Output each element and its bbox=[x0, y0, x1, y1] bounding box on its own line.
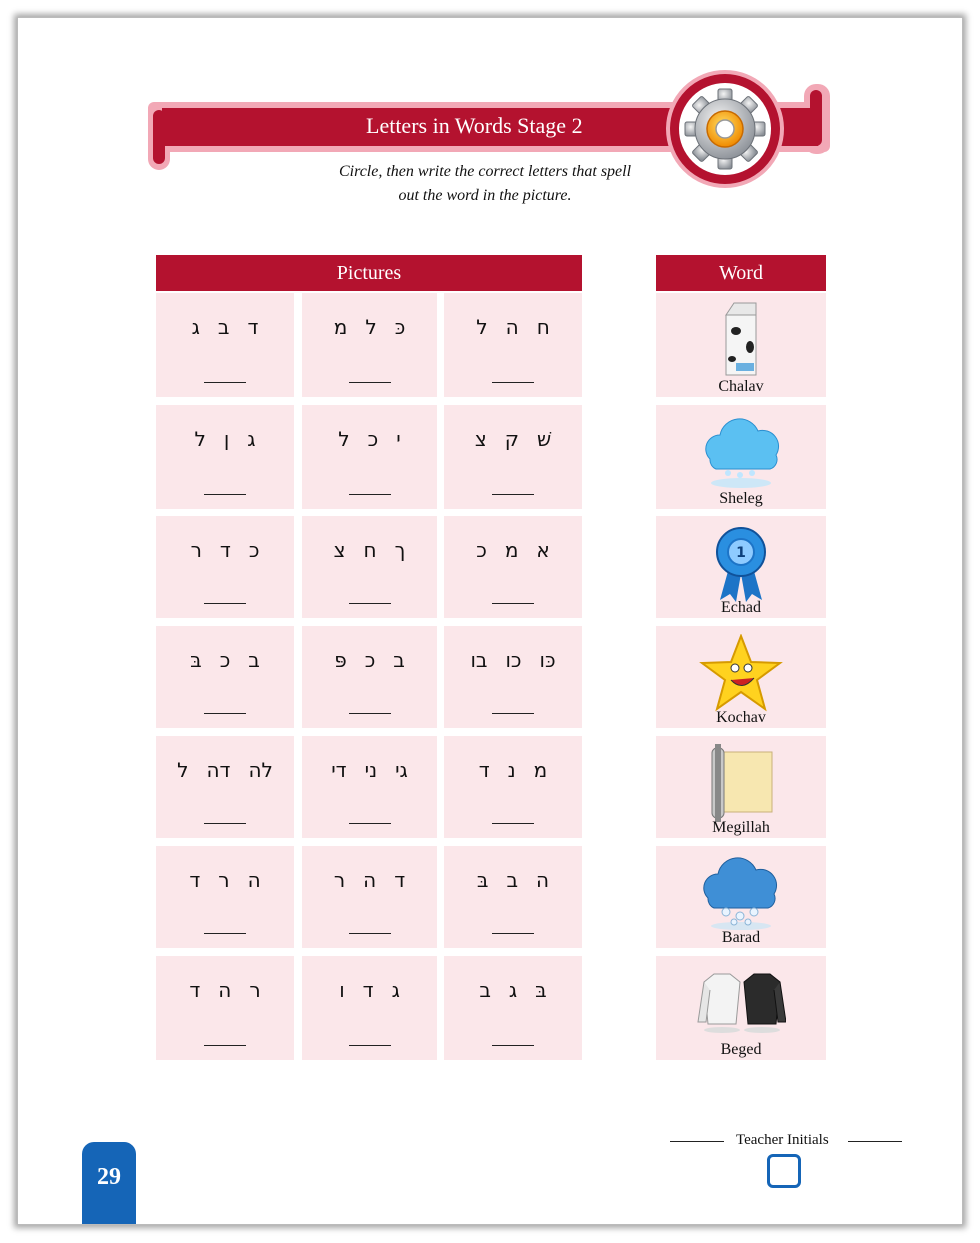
letter-options bbox=[444, 758, 582, 782]
letter-choice-cell[interactable] bbox=[156, 516, 294, 618]
answer-blank[interactable] bbox=[492, 823, 534, 824]
letter-options bbox=[444, 538, 582, 562]
letter-options bbox=[156, 868, 294, 892]
letter-choice-cell[interactable] bbox=[444, 405, 582, 509]
letter-choice-cell[interactable] bbox=[302, 736, 437, 838]
hebrew-letter[interactable]: ו bbox=[339, 978, 345, 1002]
answer-blank[interactable] bbox=[204, 494, 246, 495]
word-label: Echad bbox=[721, 599, 761, 616]
hebrew-letter[interactable]: כ bbox=[248, 538, 260, 562]
letter-choice-cell[interactable] bbox=[444, 736, 582, 838]
answer-blank[interactable] bbox=[349, 1045, 391, 1046]
letter-choice-cell[interactable] bbox=[302, 956, 437, 1060]
hebrew-letter[interactable]: ה bbox=[363, 868, 377, 892]
answer-blank[interactable] bbox=[349, 823, 391, 824]
word-picture-cell bbox=[656, 516, 826, 618]
word-label: Megillah bbox=[712, 819, 770, 836]
letter-options bbox=[302, 868, 437, 892]
hebrew-letter[interactable]: ני bbox=[364, 758, 378, 782]
page-number: 29 bbox=[97, 1164, 121, 1190]
word-label: Beged bbox=[720, 1041, 762, 1058]
answer-blank[interactable] bbox=[492, 603, 534, 604]
hebrew-letter[interactable]: מ bbox=[504, 538, 519, 562]
letter-options bbox=[302, 538, 437, 562]
hebrew-letter[interactable]: ג bbox=[191, 315, 200, 339]
instructions-line-1: Circle, then write the correct letters that spell bbox=[338, 163, 632, 180]
hebrew-letter[interactable]: ך bbox=[394, 538, 406, 562]
letter-options bbox=[156, 978, 294, 1002]
hebrew-letter[interactable]: ה bbox=[505, 315, 519, 339]
hebrew-letter[interactable]: ח bbox=[363, 538, 377, 562]
hebrew-letter[interactable]: נ bbox=[507, 758, 516, 782]
megillah-scroll-icon bbox=[696, 744, 786, 822]
hebrew-letter[interactable]: גי bbox=[395, 758, 408, 782]
hebrew-letter[interactable]: ה bbox=[536, 868, 550, 892]
hebrew-letter[interactable]: ג bbox=[508, 978, 518, 1002]
word-label: Kochav bbox=[716, 709, 766, 726]
hebrew-letter[interactable]: ב bbox=[248, 648, 260, 672]
letter-choice-cell[interactable] bbox=[302, 626, 437, 728]
hebrew-letter[interactable]: דה bbox=[206, 758, 231, 782]
hebrew-letter[interactable]: ב bbox=[393, 648, 405, 672]
hebrew-letter[interactable]: צ bbox=[333, 538, 346, 562]
hebrew-letter[interactable]: ד bbox=[478, 758, 490, 782]
teacher-initials-label bbox=[670, 1132, 902, 1152]
answer-blank[interactable] bbox=[492, 933, 534, 934]
hebrew-letter[interactable]: כ bbox=[367, 427, 379, 451]
answer-blank[interactable] bbox=[492, 494, 534, 495]
letter-choice-cell[interactable] bbox=[156, 405, 294, 509]
hebrew-letter[interactable]: ל bbox=[194, 427, 206, 451]
hebrew-letter[interactable]: ר bbox=[249, 978, 261, 1002]
word-header: Word bbox=[656, 255, 826, 291]
snow-cloud-icon bbox=[696, 413, 786, 491]
hebrew-letter[interactable]: כ bbox=[219, 648, 231, 672]
letter-choice-cell[interactable] bbox=[444, 956, 582, 1060]
answer-blank[interactable] bbox=[204, 823, 246, 824]
hebrew-letter[interactable]: מ bbox=[333, 315, 348, 339]
answer-blank[interactable] bbox=[349, 603, 391, 604]
hebrew-letter[interactable]: כ bbox=[364, 648, 376, 672]
answer-blank[interactable] bbox=[204, 1045, 246, 1046]
letter-choice-cell[interactable] bbox=[156, 626, 294, 728]
hebrew-letter[interactable]: ד bbox=[189, 978, 201, 1002]
letter-options bbox=[156, 427, 294, 451]
answer-blank[interactable] bbox=[204, 713, 246, 714]
letter-choice-cell[interactable] bbox=[444, 293, 582, 397]
hebrew-letter[interactable]: ב bbox=[217, 315, 230, 339]
hebrew-letter[interactable]: כּ bbox=[394, 315, 406, 339]
letter-options bbox=[444, 648, 582, 672]
answer-blank[interactable] bbox=[349, 494, 391, 495]
hebrew-letter[interactable]: שׁ bbox=[536, 427, 552, 451]
hebrew-letter[interactable]: ב bbox=[506, 868, 519, 892]
hebrew-letter[interactable]: לה bbox=[248, 758, 273, 782]
letter-choice-cell[interactable] bbox=[302, 405, 437, 509]
letter-choice-cell[interactable] bbox=[302, 846, 437, 948]
letter-options bbox=[156, 315, 294, 339]
hebrew-letter[interactable]: בו bbox=[470, 648, 488, 672]
hebrew-letter[interactable]: ה bbox=[218, 978, 232, 1002]
answer-blank[interactable] bbox=[204, 382, 246, 383]
hebrew-letter[interactable]: ל bbox=[365, 315, 377, 339]
hebrew-letter[interactable]: פּ bbox=[334, 648, 347, 672]
gear-icon bbox=[683, 87, 767, 171]
letter-options bbox=[156, 538, 294, 562]
answer-blank[interactable] bbox=[349, 382, 391, 383]
instructions-line-2: out the word in the picture. bbox=[398, 187, 572, 204]
letter-options bbox=[302, 648, 437, 672]
letter-choice-cell[interactable] bbox=[156, 956, 294, 1060]
answer-blank[interactable] bbox=[492, 382, 534, 383]
hebrew-letter[interactable]: א bbox=[536, 538, 550, 562]
hebrew-letter[interactable]: ר bbox=[190, 538, 202, 562]
hebrew-letter[interactable]: ן bbox=[223, 427, 230, 451]
teacher-initials-text: Teacher Initials bbox=[736, 1132, 829, 1148]
hebrew-letter[interactable]: צ bbox=[474, 427, 487, 451]
word-picture-cell bbox=[656, 736, 826, 838]
letter-options bbox=[156, 758, 294, 782]
answer-blank[interactable] bbox=[204, 933, 246, 934]
smiling-star-icon bbox=[696, 634, 786, 712]
hebrew-letter[interactable]: כ bbox=[476, 538, 487, 562]
answer-blank[interactable] bbox=[492, 713, 534, 714]
letter-choice-cell[interactable] bbox=[444, 516, 582, 618]
hebrew-letter[interactable]: ר bbox=[218, 868, 230, 892]
letter-choice-cell[interactable] bbox=[302, 516, 437, 618]
hebrew-letter[interactable]: כו bbox=[505, 648, 522, 672]
letter-options bbox=[302, 978, 437, 1002]
letter-options bbox=[444, 427, 582, 451]
letter-options bbox=[302, 315, 437, 339]
hebrew-letter[interactable]: בּ bbox=[476, 868, 489, 892]
hebrew-letter[interactable]: ל bbox=[476, 315, 488, 339]
answer-blank[interactable] bbox=[349, 933, 391, 934]
word-picture-cell bbox=[656, 626, 826, 728]
letter-options bbox=[156, 648, 294, 672]
word-picture-cell bbox=[656, 405, 826, 509]
word-picture-cell bbox=[656, 293, 826, 397]
letter-choice-cell[interactable] bbox=[156, 293, 294, 397]
hebrew-letter[interactable]: ד bbox=[247, 315, 259, 339]
word-picture-cell bbox=[656, 846, 826, 948]
word-picture-cell bbox=[656, 956, 826, 1060]
hebrew-letter[interactable]: בּ bbox=[190, 648, 202, 672]
hebrew-letter[interactable]: י bbox=[396, 427, 401, 451]
hebrew-letter[interactable]: ג bbox=[247, 427, 256, 451]
word-label: Barad bbox=[721, 929, 761, 946]
instructions bbox=[300, 160, 670, 208]
first-place-ribbon-icon bbox=[696, 524, 786, 602]
hail-cloud-icon bbox=[696, 854, 786, 932]
letter-options bbox=[444, 868, 582, 892]
letter-options bbox=[302, 758, 437, 782]
svg-text:1: 1 bbox=[736, 545, 746, 561]
hebrew-letter[interactable]: ב bbox=[479, 978, 491, 1002]
letter-options bbox=[444, 978, 582, 1002]
hebrew-letter[interactable]: ר bbox=[333, 868, 346, 892]
gear-badge bbox=[666, 70, 784, 188]
hebrew-letter[interactable]: כּו bbox=[539, 648, 556, 672]
letter-choice-cell[interactable] bbox=[444, 626, 582, 728]
page-title: Letters in Words Stage 2 bbox=[366, 113, 583, 138]
hebrew-letter[interactable]: ק bbox=[504, 427, 519, 451]
hebrew-letter[interactable]: די bbox=[331, 758, 347, 782]
hebrew-letter[interactable]: בּ bbox=[535, 978, 547, 1002]
hebrew-letter[interactable]: ל bbox=[177, 758, 189, 782]
letter-choice-cell[interactable] bbox=[444, 846, 582, 948]
hebrew-letter[interactable]: ח bbox=[536, 315, 550, 339]
hebrew-letter[interactable]: מ bbox=[533, 758, 548, 782]
letter-choice-cell[interactable] bbox=[302, 293, 437, 397]
shirts-icon bbox=[696, 964, 786, 1042]
letter-choice-cell[interactable] bbox=[156, 736, 294, 838]
word-label: Sheleg bbox=[719, 490, 763, 507]
hebrew-letter[interactable]: ד bbox=[189, 868, 201, 892]
pictures-header: Pictures bbox=[156, 255, 582, 291]
letter-options bbox=[302, 427, 437, 451]
hebrew-letter[interactable]: ה bbox=[247, 868, 261, 892]
answer-blank[interactable] bbox=[492, 1045, 534, 1046]
hebrew-letter[interactable]: ד bbox=[394, 868, 406, 892]
letter-options bbox=[444, 315, 582, 339]
hebrew-letter[interactable]: ד bbox=[362, 978, 374, 1002]
answer-blank[interactable] bbox=[349, 713, 391, 714]
hebrew-letter[interactable]: ל bbox=[338, 427, 350, 451]
teacher-initials-checkbox[interactable] bbox=[767, 1154, 801, 1188]
answer-blank[interactable] bbox=[204, 603, 246, 604]
hebrew-letter[interactable]: ד bbox=[219, 538, 231, 562]
word-label: Chalav bbox=[718, 378, 764, 395]
hebrew-letter[interactable]: ג bbox=[391, 978, 400, 1002]
milk-carton-icon bbox=[696, 301, 786, 379]
letter-choice-cell[interactable] bbox=[156, 846, 294, 948]
page-number-tab bbox=[82, 1142, 136, 1224]
